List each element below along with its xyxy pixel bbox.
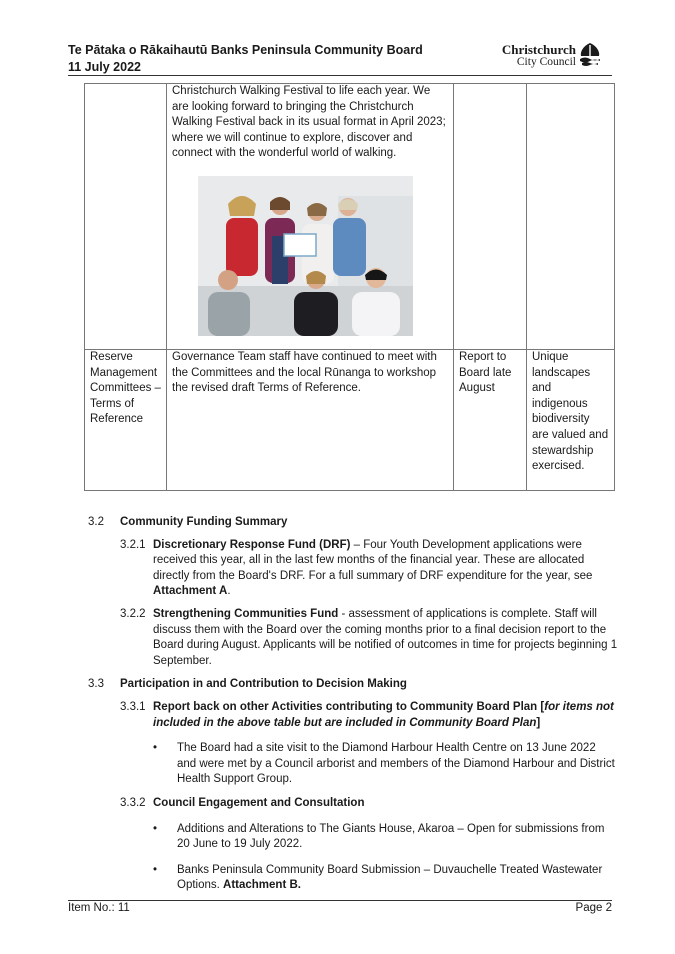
attachment-b-reference: Attachment B.	[223, 879, 301, 892]
item-number: Item No.: 11	[68, 902, 130, 914]
section-number: 3.2.1	[120, 538, 146, 551]
punctuation: ]	[536, 716, 541, 729]
section-number: 3.3.1	[120, 700, 146, 713]
scf-text: - assessment of applications is complete. Staff will discuss them with the Board over the coming months prior to a final decision report to the Board during August. Applicants will be notified of outcomes in time for projects beginning 1 September.	[153, 607, 618, 667]
activities-table	[84, 83, 615, 491]
table-cell	[85, 84, 167, 350]
bullet-icon: •	[153, 742, 158, 755]
section-number: 3.2	[88, 516, 104, 528]
section-3-3-2	[88, 796, 618, 812]
attachment-a-reference: Attachment A	[153, 585, 228, 598]
council-logo	[478, 42, 608, 72]
list-item-text: The Board had a site visit to the Diamond Harbour Health Centre on 13 June 2022 and were met by a Council arborist and members of the Diamond Harbour and District Health Support Group.	[177, 742, 615, 786]
report-body	[88, 515, 618, 894]
page-footer	[68, 902, 612, 914]
update-cell: Governance Team staff have continued to meet with the Committees and the local Rūnanga to workshop the revised draft Terms of Reference.	[167, 350, 454, 491]
table-cell	[167, 84, 454, 350]
section-3-3-heading	[88, 677, 618, 693]
section-3-2-2	[88, 607, 618, 669]
drf-text: – Four Youth Development applications were received this year, all in the last few months of the financial year. These are allocated directly from the Board's DRF. For a full summary of DRF expenditure for the year, see	[153, 538, 593, 582]
list-item-text: Additions and Alterations to The Giants House, Akaroa – Open for submissions from 20 June to 19 July 2022.	[177, 822, 605, 851]
section-title: Community Funding Summary	[120, 516, 288, 528]
person-figure	[226, 196, 258, 276]
bullet-icon: •	[153, 863, 158, 876]
topic-cell: Reserve Management Committees – Terms of Reference	[85, 350, 167, 491]
outcome-cell: Unique landscapes and indigenous biodiversity are valued and stewardship exercised.	[527, 350, 615, 491]
punctuation: .	[227, 585, 231, 598]
list-item	[88, 822, 618, 853]
walking-festival-text: Christchurch Walking Festival to life each year. We are looking forward to bringing the Christchurch Walking Festival back in its usual format in April 2023; where we will continue to explore, discover and connect with the wonderful world of walking.	[172, 85, 446, 160]
bullet-icon: •	[153, 822, 158, 835]
section-number: 3.3.2	[120, 796, 146, 809]
timeframe-cell: Report to Board late August	[454, 350, 527, 491]
section-title: Participation in and Contribution to Decision Making	[120, 678, 407, 691]
section-number: 3.3	[88, 678, 104, 691]
page-number: Page 2	[575, 902, 612, 914]
section-3-3-1	[88, 700, 618, 731]
list-item	[88, 741, 618, 788]
logo-line1: Christchurch	[501, 42, 576, 57]
header-title-line1: Te Pātaka o Rākaihautū Banks Peninsula Community Board	[68, 43, 423, 57]
report-back-heading: Report back on other Activities contributing to Community Board Plan [	[153, 700, 545, 713]
drf-heading: Discretionary Response Fund (DRF)	[153, 538, 351, 551]
header-date: 11 July 2022	[68, 60, 141, 74]
table-cell	[454, 84, 527, 350]
section-number: 3.2.2	[120, 607, 146, 620]
table-cell	[527, 84, 615, 350]
list-item-text: Banks Peninsula Community Board Submission – Duvauchelle Treated Wastewater Options.	[177, 863, 603, 892]
scf-heading: Strengthening Communities Fund	[153, 607, 339, 620]
section-title: Council Engagement and Consultation	[153, 796, 365, 809]
report-back-note: for items not included in the above table but are included in Community Board Plan	[153, 700, 614, 729]
certificate	[284, 234, 316, 256]
table-row	[85, 350, 615, 491]
section-3-2-heading	[88, 515, 618, 531]
header-divider	[68, 75, 612, 76]
group-photo	[198, 176, 413, 336]
council-emblem-icon	[578, 42, 602, 68]
table-row	[85, 84, 615, 350]
list-item	[88, 863, 618, 894]
section-3-2-1	[88, 538, 618, 600]
footer-divider	[68, 900, 612, 901]
logo-line2: City Council	[516, 56, 576, 68]
page-header	[68, 42, 608, 76]
